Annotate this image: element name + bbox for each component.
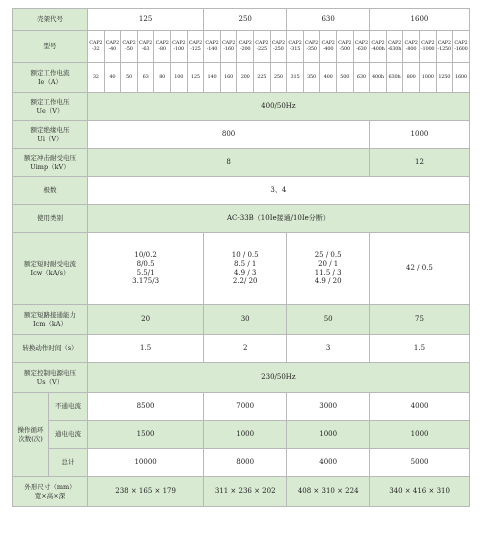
uimp-value-2: 12 <box>370 149 470 177</box>
cell-text: CAP2 -140 <box>205 39 219 52</box>
cycles-cell: 1500 <box>88 421 204 449</box>
switch-time-value-2: 2 <box>204 335 287 363</box>
us-label <box>13 363 88 393</box>
cell-text: CAP2 -800 <box>404 39 418 52</box>
cell-text: 10 / 0.5 8.5 / 1 4.9 / 3 2.2/ 20 <box>231 251 259 286</box>
switch-time-value-3: 3 <box>287 335 370 363</box>
cell-text: CAP2 -225 <box>255 39 269 52</box>
current-cell: 500 <box>336 63 353 93</box>
cell-text: CAP2 -400 <box>321 39 335 52</box>
cycles-cell: 8500 <box>88 393 204 421</box>
cell-text: CAP2 -80 <box>155 39 169 52</box>
current-label <box>13 63 88 93</box>
cell-text: CAP2 -630h <box>387 39 402 52</box>
cell-text: 10/0.2 8/0.5 5.5/1 3.175/3 <box>132 251 160 286</box>
cell-text: CAP2 -315 <box>288 39 302 52</box>
model-cell <box>204 31 221 63</box>
poles-value: 3、4 <box>88 177 470 205</box>
cycles-table <box>12 392 470 507</box>
model-cell <box>287 31 304 63</box>
cycles-cell: 1000 <box>370 421 470 449</box>
cycles-cell: 8000 <box>204 449 287 477</box>
cell-text: CAP2 -32 <box>89 39 103 52</box>
cycles-cell: 10000 <box>88 449 204 477</box>
model-cell <box>353 31 370 63</box>
spec-table-container <box>12 8 469 507</box>
icw-value-4 <box>370 233 470 305</box>
current-cell: 1250 <box>436 63 453 93</box>
current-cell: 800 <box>403 63 420 93</box>
ui-label <box>13 121 88 149</box>
cell-text: CAP2 -160 <box>222 39 236 52</box>
cycles-row-label: 通电电流 <box>49 421 88 449</box>
row-uimp <box>13 149 470 177</box>
model-cell <box>237 31 254 63</box>
icw-label <box>13 233 88 305</box>
row-poles <box>13 177 470 205</box>
dimensions-value-2: 311 × 236 × 202 <box>204 477 287 507</box>
row-icm <box>13 305 470 335</box>
row-ui <box>13 121 470 149</box>
cycles-row-label: 不通电流 <box>49 393 88 421</box>
cell-text: 额定控制电源电压 Us（V） <box>24 369 76 386</box>
model-cell <box>270 31 287 63</box>
cell-text: 25 / 0.5 20 / 1 11.5 / 3 4.9 / 20 <box>314 251 342 286</box>
model-cell <box>170 31 187 63</box>
icm-value-3: 50 <box>287 305 370 335</box>
icw-value-1 <box>88 233 204 305</box>
current-cell: 400h <box>370 63 387 93</box>
row-icw <box>13 233 470 305</box>
dimensions-value-1: 238 × 165 × 179 <box>88 477 204 507</box>
dimensions-value-4: 340 × 416 × 310 <box>370 477 470 507</box>
cycles-cell: 4000 <box>370 393 470 421</box>
cycles-cell: 4000 <box>287 449 370 477</box>
icm-value-1: 20 <box>88 305 204 335</box>
row-category <box>13 205 470 233</box>
icm-value-2: 30 <box>204 305 287 335</box>
cell-text: CAP2 -125 <box>188 39 202 52</box>
cell-text: 42 / 0.5 <box>406 264 433 273</box>
model-cell <box>320 31 337 63</box>
cycles-row-3 <box>13 449 470 477</box>
model-cell <box>303 31 320 63</box>
model-cell <box>154 31 171 63</box>
cell-text: CAP2 -1250 <box>437 39 452 52</box>
model-cell <box>253 31 270 63</box>
current-cell: 32 <box>88 63 105 93</box>
cell-text: 额定工作电流 Ie（A） <box>30 69 70 86</box>
frame-250: 250 <box>204 9 287 31</box>
cell-text: 外形尺寸（mm） 宽×高×深 <box>24 483 76 500</box>
cell-text: 额定绝缘电压 Ui（V） <box>30 126 70 143</box>
ui-value-2: 1000 <box>370 121 470 149</box>
spec-table <box>12 8 470 393</box>
switch-time-value-1: 1.5 <box>88 335 204 363</box>
current-cell: 63 <box>137 63 154 93</box>
row-us <box>13 363 470 393</box>
cell-text: CAP2 -250 <box>271 39 285 52</box>
model-label: 型号 <box>13 31 88 63</box>
cycles-cell: 7000 <box>204 393 287 421</box>
current-cell: 160 <box>220 63 237 93</box>
cell-text: CAP2 -350 <box>304 39 319 52</box>
model-cell <box>370 31 387 63</box>
current-cell: 225 <box>253 63 270 93</box>
current-cell: 50 <box>121 63 138 93</box>
model-cell <box>386 31 403 63</box>
frame-1600: 1600 <box>370 9 470 31</box>
icw-value-3 <box>287 233 370 305</box>
cell-text: 额定短时耐受电流 Icw（kA/s） <box>24 260 76 277</box>
us-value: 230/50Hz <box>88 363 470 393</box>
cell-text: CAP2 -630 <box>354 39 368 52</box>
cycles-row-1 <box>13 393 470 421</box>
cell-text: CAP2 -1000 <box>421 39 435 52</box>
current-cell: 630h <box>386 63 403 93</box>
model-cell <box>88 31 105 63</box>
current-cell: 140 <box>204 63 221 93</box>
cycles-cell: 3000 <box>287 393 370 421</box>
icm-value-4: 75 <box>370 305 470 335</box>
cell-text: CAP2 -63 <box>138 39 153 52</box>
current-cell: 350 <box>303 63 320 93</box>
model-cell <box>419 31 436 63</box>
cell-text: 额定工作电压 Ue（V） <box>30 98 70 115</box>
cell-text: 操作循环 次数(次) <box>17 426 44 443</box>
current-cell: 80 <box>154 63 171 93</box>
category-label: 使用类别 <box>13 205 88 233</box>
ue-label <box>13 93 88 121</box>
cycles-cell: 1000 <box>204 421 287 449</box>
row-frame <box>13 9 470 31</box>
cell-text: 额定短路接通能力 Icm（kA） <box>24 311 76 328</box>
row-dimensions <box>13 477 470 507</box>
current-cell: 1000 <box>419 63 436 93</box>
uimp-label <box>13 149 88 177</box>
current-cell: 400 <box>320 63 337 93</box>
dimensions-label <box>13 477 88 507</box>
row-switch-time <box>13 335 470 363</box>
model-cell <box>187 31 204 63</box>
model-cell <box>336 31 353 63</box>
current-cell: 125 <box>187 63 204 93</box>
model-cell <box>436 31 453 63</box>
cell-text: CAP2 -100 <box>172 39 186 52</box>
cell-text: CAP2 -400h <box>371 39 385 52</box>
current-cell: 200 <box>237 63 254 93</box>
cycles-cell: 1000 <box>287 421 370 449</box>
poles-label: 极数 <box>13 177 88 205</box>
cycles-cell: 5000 <box>370 449 470 477</box>
cell-text: CAP2 -200 <box>238 39 252 52</box>
current-cell: 630 <box>353 63 370 93</box>
current-cell: 250 <box>270 63 287 93</box>
frame-label: 壳架代号 <box>13 9 88 31</box>
model-cell <box>104 31 121 63</box>
current-cell: 315 <box>287 63 304 93</box>
cycles-label <box>13 393 49 477</box>
model-cell <box>220 31 237 63</box>
switch-time-value-4: 1.5 <box>370 335 470 363</box>
current-cell: 40 <box>104 63 121 93</box>
cell-text: 额定冲击耐受电压 Uimp（kV） <box>24 154 76 171</box>
cell-text: CAP2 -500 <box>338 39 352 52</box>
current-cell: 100 <box>170 63 187 93</box>
current-cell: 1600 <box>453 63 470 93</box>
model-cell <box>403 31 420 63</box>
model-cell <box>137 31 154 63</box>
cycles-row-2 <box>13 421 470 449</box>
icw-value-2 <box>204 233 287 305</box>
ue-value: 400/50Hz <box>88 93 470 121</box>
uimp-value-1: 8 <box>88 149 370 177</box>
frame-630: 630 <box>287 9 370 31</box>
ui-value-1: 800 <box>88 121 370 149</box>
cell-text: CAP2 -1600 <box>454 39 468 52</box>
frame-125: 125 <box>88 9 204 31</box>
switch-time-label: 转换动作时间（s） <box>13 335 88 363</box>
row-ue <box>13 93 470 121</box>
model-cell <box>453 31 470 63</box>
cell-text: CAP2 -40 <box>105 39 119 52</box>
dimensions-value-3: 408 × 310 × 224 <box>287 477 370 507</box>
cell-text: CAP2 -50 <box>122 39 136 52</box>
icm-label <box>13 305 88 335</box>
row-current <box>13 63 470 93</box>
row-model <box>13 31 470 63</box>
model-cell <box>121 31 138 63</box>
category-value: AC-33B（10Ie接通/10Ie分断） <box>88 205 470 233</box>
cycles-row-label: 总计 <box>49 449 88 477</box>
